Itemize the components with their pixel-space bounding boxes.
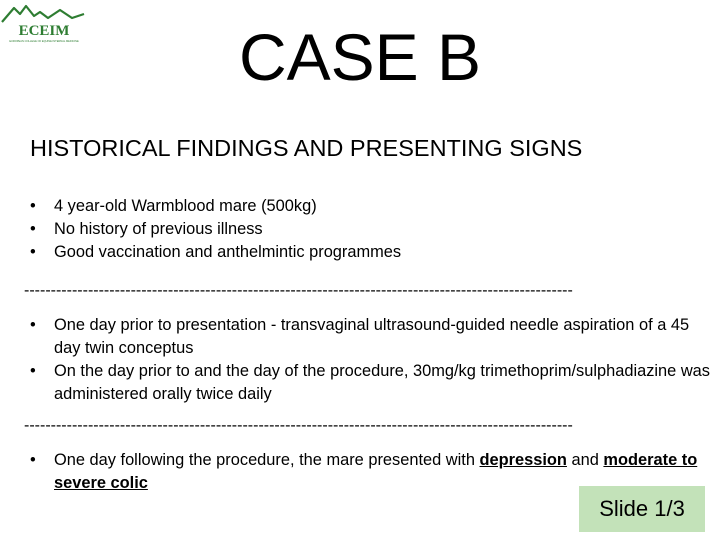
history-list xyxy=(30,195,710,264)
highlight-colic: moderate to severe colic xyxy=(54,451,698,492)
slide-title: CASE B xyxy=(238,20,482,94)
highlight-depression: depression xyxy=(479,451,567,469)
logo-tagline: EUROPEAN COLLEGE OF EQUINE INTERNAL MEDICINE xyxy=(9,40,79,43)
list-item: • One day prior to presentation - transvaginal ultrasound-guided needle aspiration of a 45 day twin conceptus xyxy=(30,314,710,360)
separator-line: ------------------------------------------------------------------------------------------------------- xyxy=(24,283,573,299)
procedure-list xyxy=(30,314,710,406)
slide-number-label: Slide 1/3 xyxy=(599,496,685,521)
list-item: • 4 year-old Warmblood mare (500kg) xyxy=(30,195,710,218)
separator-line: ------------------------------------------------------------------------------------------------------- xyxy=(24,418,573,434)
list-item: • Good vaccination and anthelmintic programmes xyxy=(30,241,710,264)
list-item: • No history of previous illness xyxy=(30,218,710,241)
list-item: • On the day prior to and the day of the procedure, 30mg/kg trimethoprim/sulphadiazine was administered orally twice daily xyxy=(30,360,710,406)
slide-subtitle: HISTORICAL FINDINGS AND PRESENTING SIGNS xyxy=(30,135,583,161)
logo-text: ECEIM xyxy=(18,23,70,39)
presentation-text: One day following the procedure, the mare presented with xyxy=(54,451,480,469)
presentation-joiner: and xyxy=(566,451,604,469)
slide-number-badge xyxy=(579,486,705,532)
